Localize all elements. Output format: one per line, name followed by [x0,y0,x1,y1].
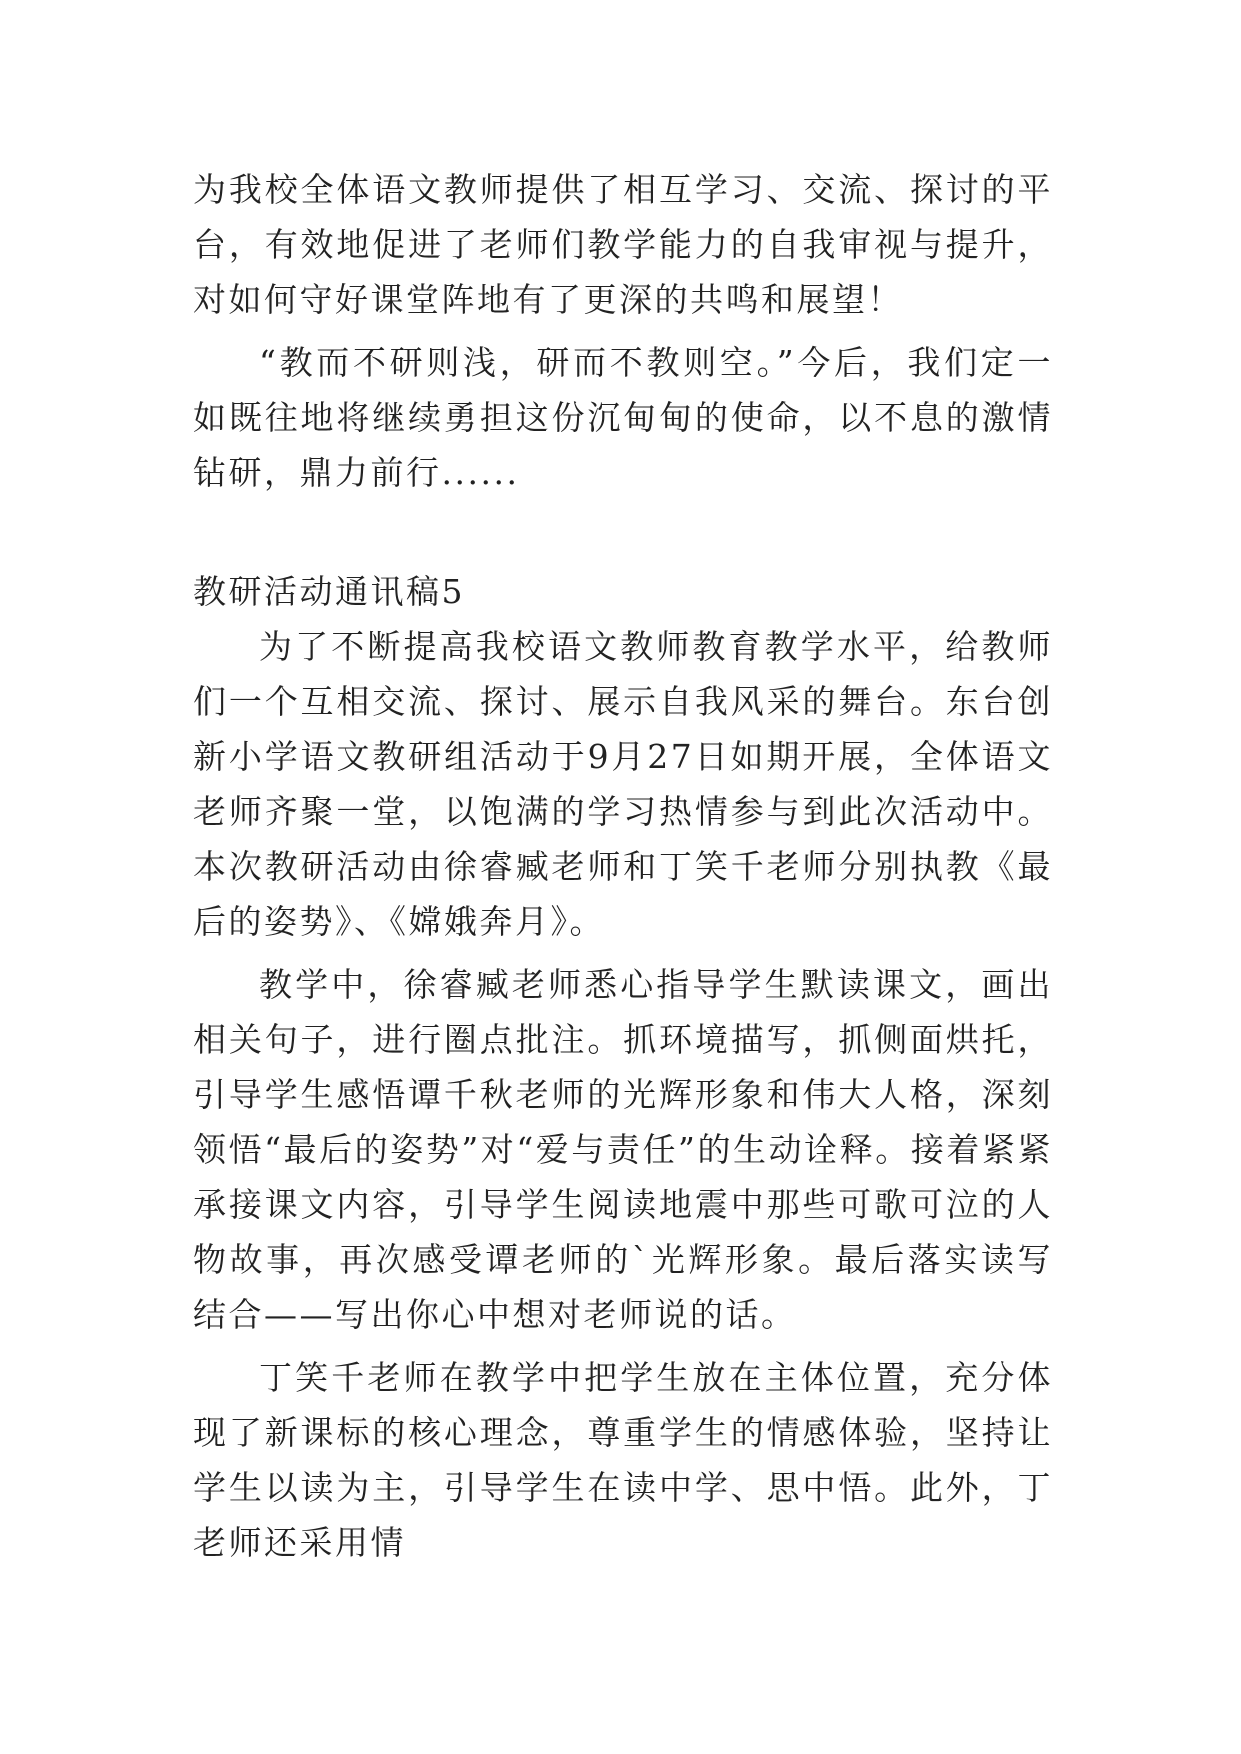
paragraph-teaching-xu: 教学中，徐睿臧老师悉心指导学生默读课文，画出相关句子，进行圈点批注。抓环境描写，抓侧面烘托，引导学生感悟谭千秋老师的光辉形象和伟大人格，深刻领悟“最后的姿势”对“爱与责任”的生动诠释。接着紧紧承接课文内容，引导学生阅读地震中那些可歌可泣的人物故事，再次感受谭老师的`光辉形象。最后落实读写结合——写出你心中想对老师说的话。 [193,965,1053,1334]
section-2 [193,564,1053,1570]
section-heading: 教研活动通讯稿5 [193,572,465,611]
section-1 [193,162,1053,500]
paragraph-quote: “教而不研则浅，研而不教则空。”今后，我们定一如既往地将继续勇担这份沉甸甸的使命，以不息的激情钻研，鼎力前行...... [193,343,1053,492]
paragraph-continued: 为我校全体语文教师提供了相互学习、交流、探讨的平台，有效地促进了老师们教学能力的自我审视与提升，对如何守好课堂阵地有了更深的共鸣和展望！ [193,170,1053,319]
paragraph-teaching-ding: 丁笑千老师在教学中把学生放在主体位置，充分体现了新课标的核心理念，尊重学生的情感体验，坚持让学生以读为主，引导学生在读中学、思中悟。此外，丁老师还采用情 [193,1358,1053,1562]
paragraph-intro: 为了不断提高我校语文教师教育教学水平，给教师们一个互相交流、探讨、展示自我风采的舞台。东台创新小学语文教研组活动于9月27日如期开展，全体语文老师齐聚一堂，以饱满的学习热情参与到此次活动中。本次教研活动由徐睿臧老师和丁笑千老师分别执教《最后的姿势》、《嫦娥奔月》。 [193,627,1053,941]
